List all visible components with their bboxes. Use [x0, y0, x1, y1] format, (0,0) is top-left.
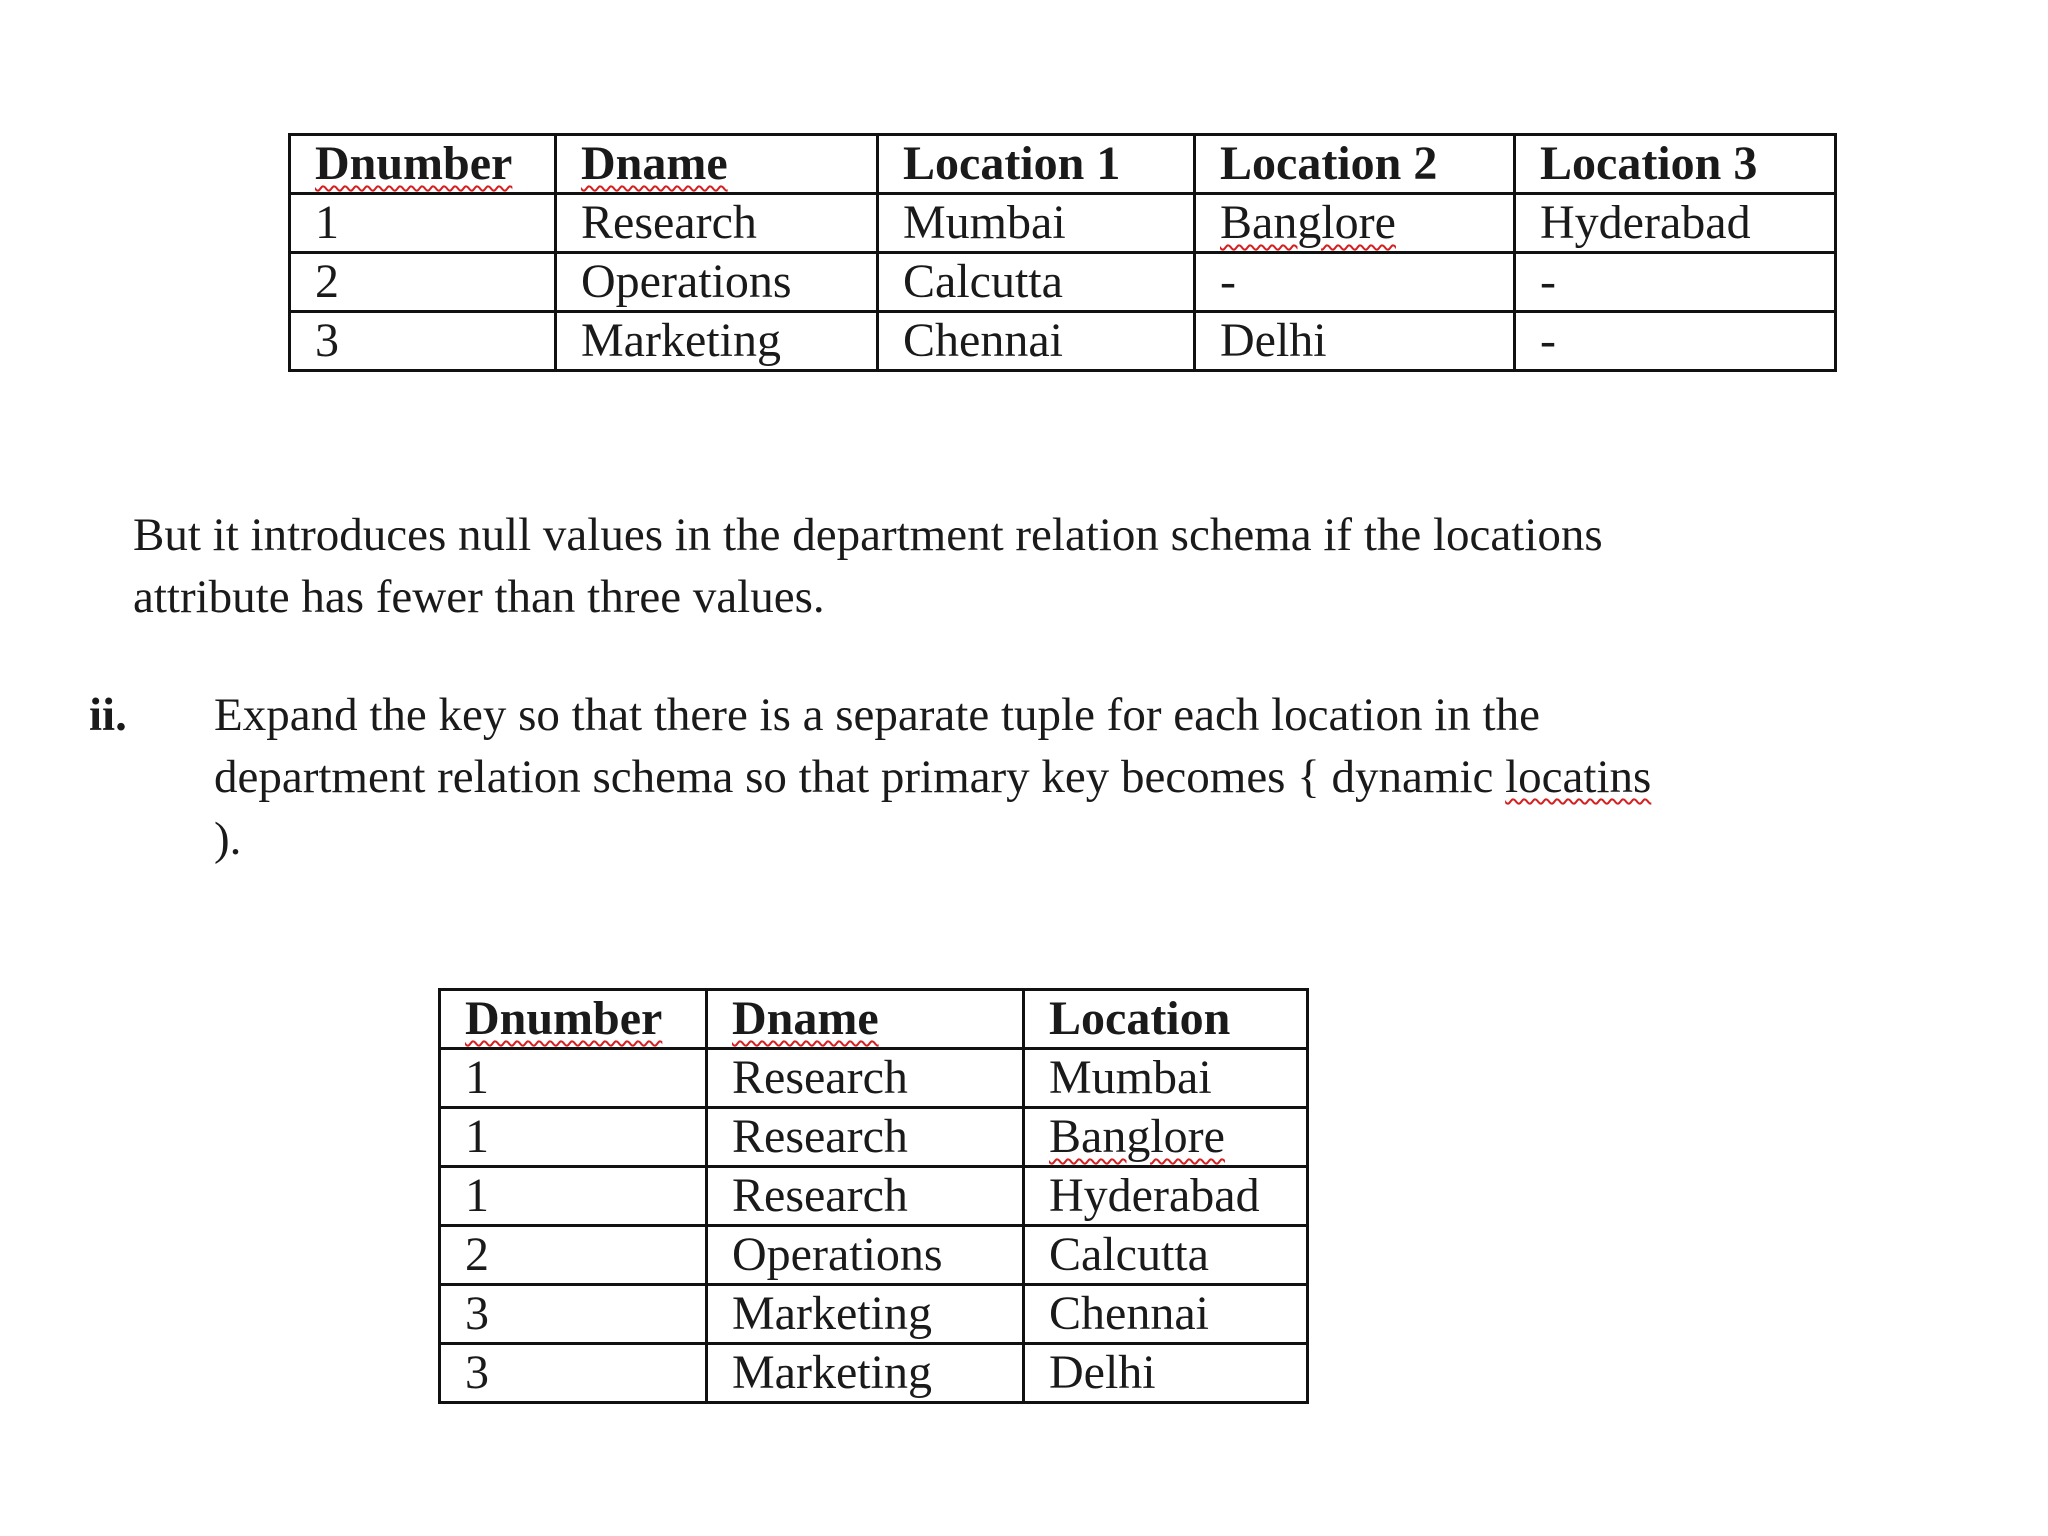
cell-dname: Marketing — [556, 312, 878, 371]
cell-location-2: - — [1195, 253, 1515, 312]
cell-location: Hyderabad — [1024, 1167, 1308, 1226]
list-item-marker: ii. — [89, 689, 127, 741]
null-values-paragraph — [133, 504, 1913, 628]
cell-location-2: Delhi — [1195, 312, 1515, 371]
header-dnumber: Dnumber — [440, 990, 707, 1049]
table-row — [440, 1167, 1308, 1226]
cell-dname: Operations — [707, 1226, 1024, 1285]
paragraph-line: attribute has fewer than three values. — [133, 571, 825, 623]
cell-dnumber: 2 — [440, 1226, 707, 1285]
cell-location: Calcutta — [1024, 1226, 1308, 1285]
header-location-3: Location 3 — [1515, 135, 1836, 194]
table-row — [290, 194, 1836, 253]
cell-location: Mumbai — [1024, 1049, 1308, 1108]
cell-dname: Marketing — [707, 1344, 1024, 1403]
header-location: Location — [1024, 990, 1308, 1049]
cell-location-2: Banglore — [1195, 194, 1515, 253]
table-row — [440, 1226, 1308, 1285]
table-row — [290, 312, 1836, 371]
cell-location-3: - — [1515, 312, 1836, 371]
cell-dnumber: 1 — [440, 1167, 707, 1226]
cell-location-1: Calcutta — [878, 253, 1195, 312]
cell-dname: Research — [556, 194, 878, 253]
cell-dnumber: 1 — [440, 1049, 707, 1108]
table-row — [440, 1108, 1308, 1167]
department-location-tuples-table — [438, 988, 1309, 1404]
misspelled-word: locatins — [1505, 751, 1652, 803]
cell-dnumber: 1 — [440, 1108, 707, 1167]
cell-location: Banglore — [1024, 1108, 1308, 1167]
table-row — [440, 1049, 1308, 1108]
cell-dname: Marketing — [707, 1285, 1024, 1344]
cell-location: Delhi — [1024, 1344, 1308, 1403]
department-locations-table — [288, 133, 1837, 372]
cell-location-1: Mumbai — [878, 194, 1195, 253]
cell-location: Chennai — [1024, 1285, 1308, 1344]
cell-dnumber: 3 — [440, 1344, 707, 1403]
cell-location-3: - — [1515, 253, 1836, 312]
cell-dnumber: 1 — [290, 194, 556, 253]
paragraph-line: But it introduces null values in the department relation schema if the locations — [133, 509, 1603, 561]
cell-location-1: Chennai — [878, 312, 1195, 371]
cell-dnumber: 2 — [290, 253, 556, 312]
cell-dnumber: 3 — [440, 1285, 707, 1344]
header-dname: Dname — [556, 135, 878, 194]
cell-dname: Research — [707, 1167, 1024, 1226]
paragraph-line: ). — [214, 813, 242, 865]
cell-location-3: Hyderabad — [1515, 194, 1836, 253]
header-dname: Dname — [707, 990, 1024, 1049]
table-row — [440, 1344, 1308, 1403]
header-dnumber: Dnumber — [290, 135, 556, 194]
paragraph-line: Expand the key so that there is a separate tuple for each location in the — [214, 689, 1540, 741]
cell-dnumber: 3 — [290, 312, 556, 371]
table-row — [290, 253, 1836, 312]
cell-dname: Research — [707, 1049, 1024, 1108]
paragraph-line: department relation schema so that primary key becomes { dynamic — [214, 751, 1506, 803]
expand-key-paragraph — [214, 684, 1914, 870]
header-location-1: Location 1 — [878, 135, 1195, 194]
table-header-row — [290, 135, 1836, 194]
header-location-2: Location 2 — [1195, 135, 1515, 194]
table-row — [440, 1285, 1308, 1344]
cell-dname: Research — [707, 1108, 1024, 1167]
cell-dname: Operations — [556, 253, 878, 312]
table-header-row — [440, 990, 1308, 1049]
